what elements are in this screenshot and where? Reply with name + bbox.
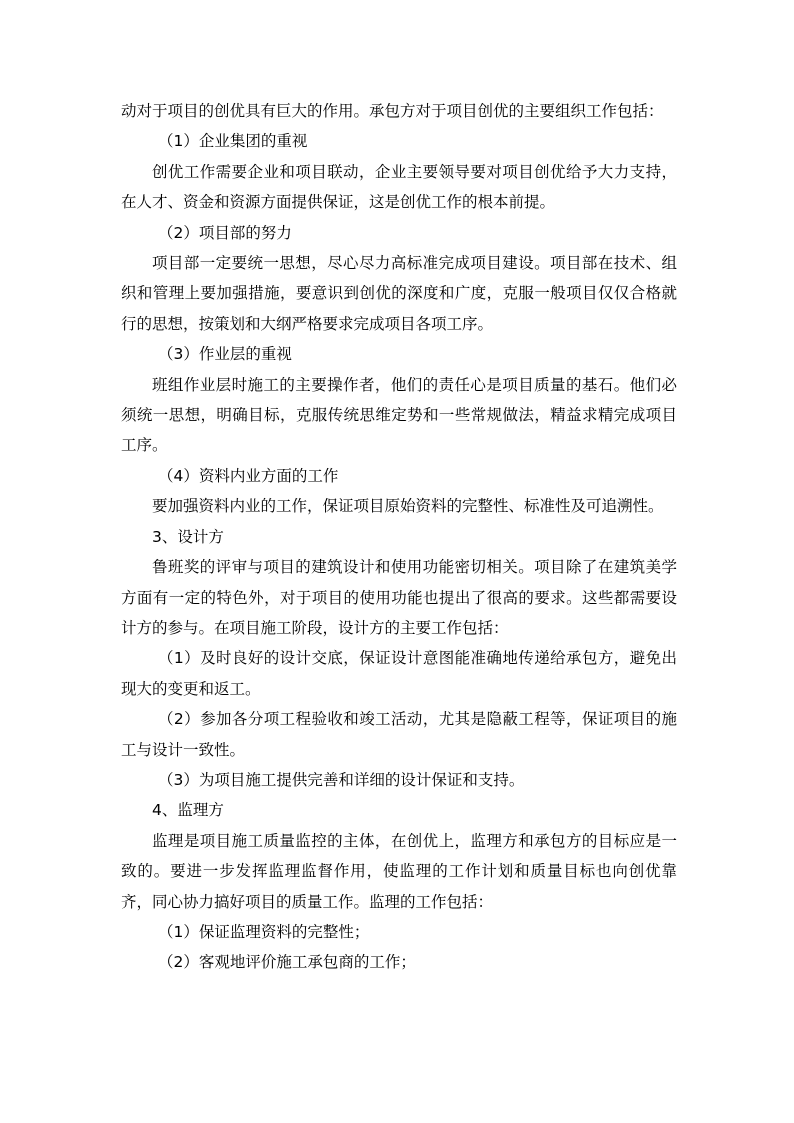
body-paragraph: 鲁班奖的评审与项目的建筑设计和使用功能密切相关。项目除了在建筑美学方面有一定的特色外，对于项目的使用功能也提出了很高的要求。这些都需要设计方的参与。在项目施工阶段，设计方的主要工作包括： [121,558,677,637]
subheading-work-layer: （3）作业层的重视 [158,345,292,364]
list-item: （2）客观地评价施工承包商的工作； [158,953,416,972]
body-paragraph: 监理是项目施工质量监控的主体，在创优上，监理方和承包方的目标应是一致的。要进一步发挥监理监督作用，使监理的工作计划和质量目标也向创优靠齐，同心协力搞好项目的质量工作。监理的工作包括： [121,831,677,911]
body-paragraph: 创优工作需要企业和项目联动，企业主要领导要对项目创优给予大力支持，在人才、资金和资源方面提供保证，这是创优工作的根本前提。 [121,162,677,212]
body-paragraph: 要加强资料内业的工作，保证项目原始资料的完整性、标准性及可追溯性。 [152,497,664,516]
list-item: （2）参加各分项工程验收和竣工活动，尤其是隐蔽工程等，保证项目的施工与设计一致性。 [121,710,677,759]
subheading-project-department: （2）项目部的努力 [158,223,292,242]
list-item: （1）保证监理资料的完整性； [158,922,370,941]
body-paragraph: 项目部一定要统一思想，尽心尽力高标准完成项目建设。项目部在技术、组织和管理上要加强措施，要意识到创优的深度和广度，克服一般项目仅仅合格就行的思想，按策划和大纲严格要求完成项目各项工序。 [121,254,677,333]
subheading-documentation: （4）资料内业方面的工作 [158,466,339,485]
section-heading-designer: 3、设计方 [152,527,224,546]
document-page [121,96,677,978]
section-heading-supervisor: 4、监理方 [152,801,224,820]
list-item: （3）为项目施工提供完善和详细的设计保证和支持。 [158,770,525,789]
body-paragraph: 动对于项目的创优具有巨大的作用。承包方对于项目创优的主要组织工作包括： [121,102,664,120]
subheading-enterprise-group: （1）企业集团的重视 [158,132,308,151]
list-item: （1）及时良好的设计交底，保证设计意图能准确地传递给承包方，避免出现大的变更和返工。 [121,649,677,698]
body-paragraph: 班组作业层时施工的主要操作者，他们的责任心是项目质量的基石。他们必须统一思想，明确目标，克服传统思维定势和一些常规做法，精益求精完成项目工序。 [121,375,677,455]
